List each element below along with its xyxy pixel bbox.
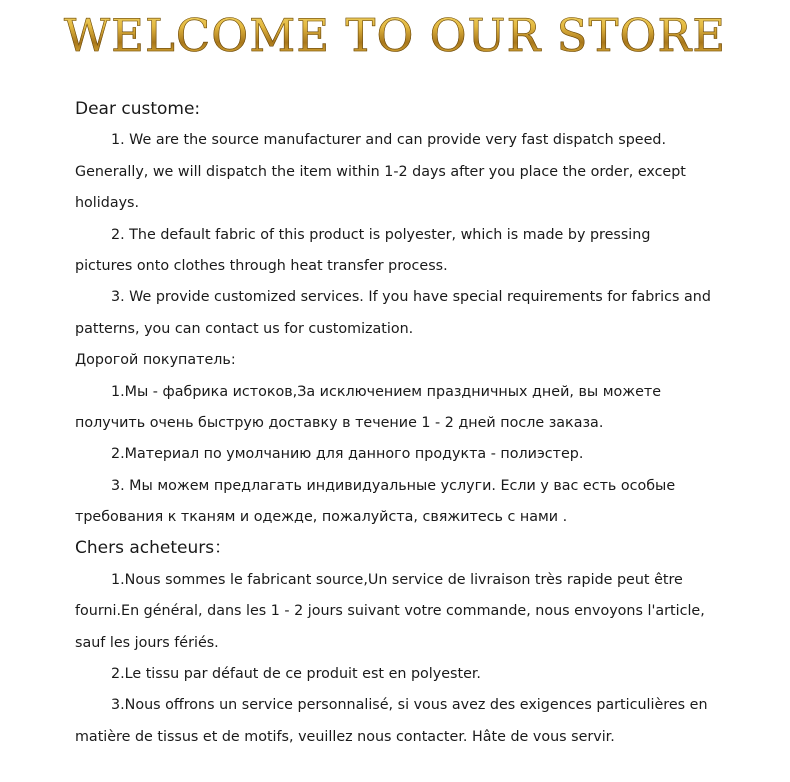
- french-line: matière de tissus et de motifs, veuillez nous contacter. Hâte de vous servir.: [75, 728, 615, 745]
- french-line: 3.Nous offrons un service personnalisé, si vous avez des exigences particulières en: [111, 697, 708, 714]
- russian-line: требования к тканям и одежде, пожалуйста, свяжитесь с нами .: [75, 509, 568, 526]
- english-line: holidays.: [75, 195, 140, 212]
- store-banner-title: WELCOME TO OUR STORE: [0, 4, 790, 68]
- english-heading: Dear custome:: [75, 99, 201, 119]
- russian-line: 1.Мы - фабрика истоков,За исключением праздничных дней, вы можете: [111, 383, 662, 400]
- russian-heading: Дорогой покупатель:: [75, 352, 236, 369]
- french-line: 2.Le tissu par défaut de ce produit est en polyester.: [111, 666, 481, 683]
- russian-line: получить очень быструю доставку в течение 1 - 2 дней после заказа.: [75, 414, 604, 431]
- store-notice: [75, 94, 755, 753]
- english-line: 3. We provide customized services. If you have special requirements for fabrics and: [111, 289, 711, 306]
- russian-line: 2.Материал по умолчанию для данного продукта - полиэстер.: [111, 446, 584, 463]
- english-line: patterns, you can contact us for customization.: [75, 320, 414, 337]
- english-line: 1. We are the source manufacturer and can provide very fast dispatch speed.: [111, 132, 667, 149]
- french-line: 1.Nous sommes le fabricant source,Un service de livraison très rapide peut être: [111, 571, 683, 588]
- english-line: 2. The default fabric of this product is polyester, which is made by pressing: [111, 226, 651, 243]
- english-line: pictures onto clothes through heat transfer process.: [75, 257, 448, 274]
- english-line: Generally, we will dispatch the item within 1-2 days after you place the order, except: [75, 163, 686, 180]
- french-heading: Chers acheteurs：: [75, 538, 232, 559]
- french-line: fourni.En général, dans les 1 - 2 jours suivant votre commande, nous envoyons l'article,: [75, 603, 705, 620]
- russian-line: 3. Мы можем предлагать индивидуальные услуги. Если у вас есть особые: [111, 477, 676, 494]
- french-line: sauf les jours fériés.: [75, 634, 219, 651]
